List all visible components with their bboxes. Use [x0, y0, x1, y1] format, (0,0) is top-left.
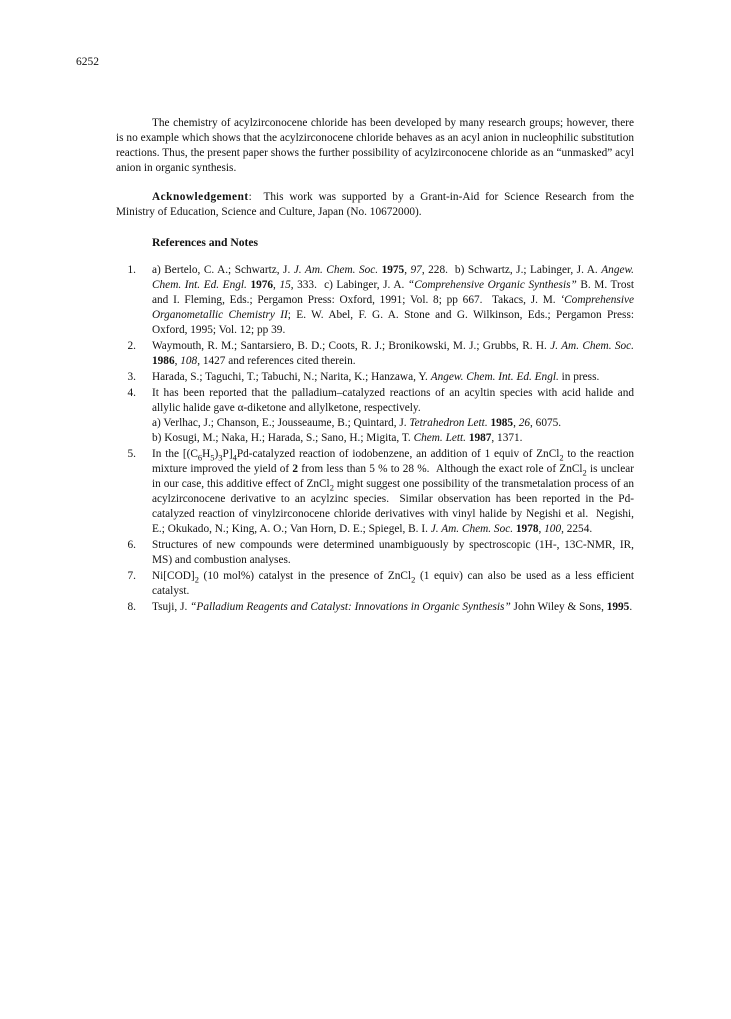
reference-number: 4. — [127, 387, 136, 399]
reference-item — [116, 569, 634, 599]
reference-item — [116, 370, 634, 385]
reference-text: Tsuji, J. “Palladium Reagents and Catalyst: Innovations in Organic Synthesis” John Wiley & Sons, 1995. — [152, 601, 633, 613]
reference-number: 2. — [127, 340, 136, 352]
reference-item — [116, 538, 634, 568]
reference-item — [116, 386, 634, 446]
intro-paragraph: The chemistry of acylzirconocene chloride has been developed by many research groups; however, there is no example which shows that the acylzirconocene chloride behaves as an acyl anion in nucleophilic substitution reactions. Thus, the present paper shows the further possibility of acylzirconocene chloride as an “unmasked” acyl anion in organic synthesis. — [116, 117, 634, 174]
reference-subcitation: b) Kosugi, M.; Naka, H.; Harada, S.; Sano, H.; Migita, T. Chem. Lett. 1987, 1371. — [152, 432, 523, 444]
reference-number: 3. — [127, 371, 136, 383]
reference-list — [116, 263, 634, 615]
reference-text: It has been reported that the palladium–catalyzed reactions of an acyltin species with acid halide and allylic halide gave α-diketone and allylketone, respectively. — [152, 387, 634, 414]
article-body — [116, 116, 634, 616]
reference-number: 7. — [127, 570, 136, 582]
reference-text: Structures of new compounds were determined unambiguously by spectroscopic (1H-, 13C-NMR, IR, MS) and combustion analyses. — [152, 539, 634, 566]
acknowledgement-paragraph: Acknowledgement: This work was supported by a Grant-in-Aid for Science Research from the Ministry of Education, Science and Culture, Japan (No. 10672000). — [116, 191, 634, 218]
reference-item — [116, 600, 634, 615]
reference-item — [116, 263, 634, 338]
reference-item — [116, 339, 634, 369]
reference-text: Harada, S.; Taguchi, T.; Tabuchi, N.; Narita, K.; Hanzawa, Y. Angew. Chem. Int. Ed. Engl. in press. — [152, 371, 600, 383]
reference-subcitation: a) Verlhac, J.; Chanson, E.; Jousseaume, B.; Quintard, J. Tetrahedron Lett. 1985, 26, 6075. — [152, 417, 562, 429]
reference-text: $Ni[COD]_2$ (10 mol%) catalyst in the presence of ZnCl$_2$ (1 equiv) can also be used as a less efficient catalyst. — [152, 570, 634, 597]
reference-number: 1. — [127, 264, 136, 276]
page-number: 6252 — [76, 56, 99, 68]
references-heading: References and Notes — [152, 236, 259, 249]
reference-text: In the $[(C_6H_5)_3P]_4Pd$-catalyzed reaction of iodobenzene, an addition of 1 equiv of ZnCl$_2$ to the reaction mixture improved the yield of 2 from less than 5 % to 28 %. Although the exact role of ZnCl$_2$ is unclear in our case, this additive effect of ZnCl$_2$ might suggest one possibility of the transmetalation process of an acylzirconocene derivative to an acylzinc species. Similar observation has been reported in the Pd-catalyzed reaction of vinylzirconocene chloride derivatives with vinyl halide by Negishi et al. Negishi, E.; Okukado, N.; King, A. O.; Van Horn, D. E.; Spiegel, B. I. J. Am. Chem. Soc. 1978, 100, 2254. — [152, 448, 634, 535]
acknowledgement-text: This work was supported by a Grant-in-Aid for Science Research from the Ministry of Education, Science and Culture, Japan (No. 10672000). — [116, 191, 634, 218]
acknowledgement-heading: Acknowledgement — [152, 191, 249, 203]
reference-number: 6. — [127, 539, 136, 551]
reference-text: Waymouth, R. M.; Santarsiero, B. D.; Coots, R. J.; Bronikowski, M. J.; Grubbs, R. H. J. Am. Chem. Soc. 1986, 108, 1427 and references cited therein. — [152, 340, 635, 367]
reference-item — [116, 447, 634, 537]
reference-text: a) Bertelo, C. A.; Schwartz, J. J. Am. Chem. Soc. 1975, 97, 228. b) Schwartz, J.; Labinger, J. A. Angew. Chem. Int. Ed. Engl. 1976, 15, 333. c) Labinger, J. A. “Comprehensive Organic Synthesis” B. M. Trost and I. Fleming, Eds.; Pergamon Press: Oxford, 1991; Vol. 8; pp 667. Takacs, J. M. ‘Comprehensive Organometallic Chemistry II; E. W. Abel, F. G. A. Stone and G. Wilkinson, Eds.; Pergamon Press: Oxford, 1995; Vol. 12; pp 39. — [152, 264, 634, 336]
reference-number: 5. — [127, 448, 136, 460]
reference-number: 8. — [127, 601, 136, 613]
